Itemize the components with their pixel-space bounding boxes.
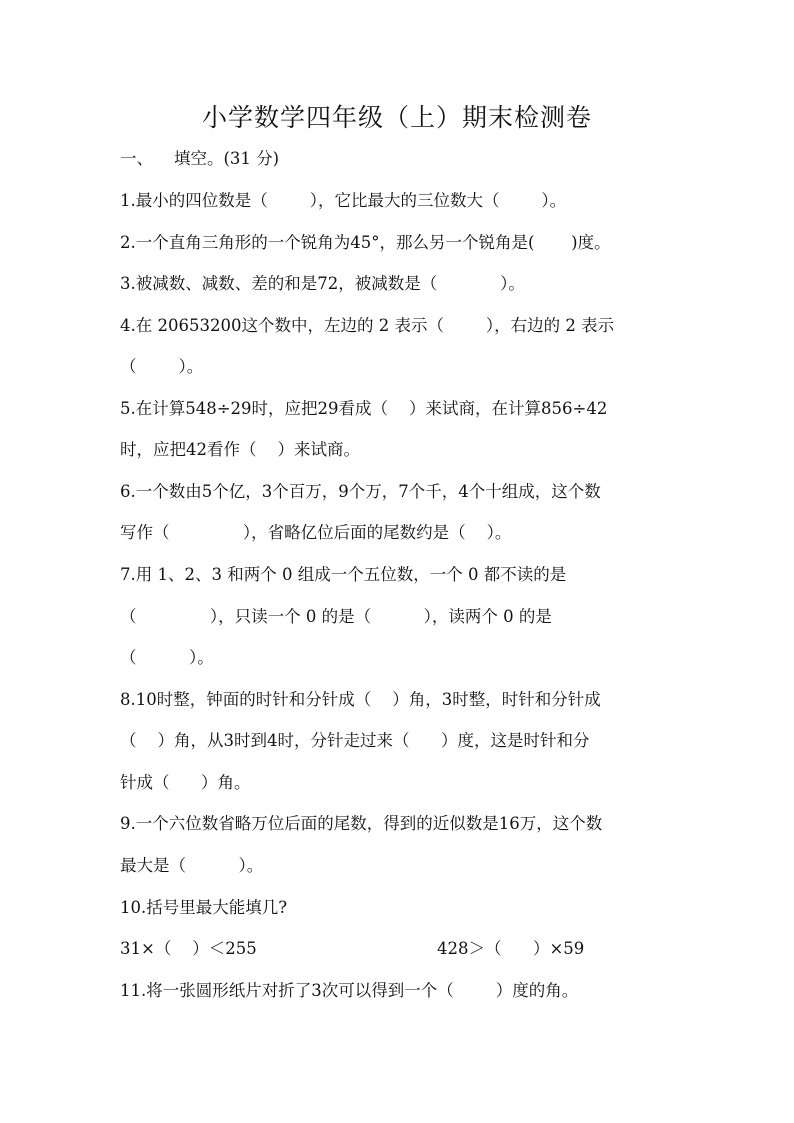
question-4-line-2: （ ）。 [120, 357, 204, 376]
question-8-line-1: 8.10时整，钟面的时针和分针成（ ）角，3时整，时针和分针成 [120, 690, 601, 709]
page-title: 小学数学四年级（上）期末检测卷 [201, 103, 592, 132]
question-8-line-2: （ ）角，从3时到4时，分针走过来（ ）度，这是时针和分 [120, 731, 590, 750]
question-5-line-2: 时，应把42看作（ ）来试商。 [120, 440, 360, 459]
question-7-line-2: （ ），只读一个 0 的是（ ），读两个 0 的是 [120, 607, 552, 626]
question-10-expression-2: 428＞（ ）×59 [437, 939, 585, 958]
question-8-line-3: 针成（ ）角。 [120, 773, 251, 792]
question-5-line-1: 5.在计算548÷29时，应把29看成（ ）来试商，在计算856÷42 [120, 399, 608, 418]
question-7-line-3: （ ）。 [120, 648, 214, 667]
question-1: 1.最小的四位数是（ ），它比最大的三位数大（ ）。 [120, 191, 567, 210]
question-3: 3.被减数、减数、差的和是72，被减数是（ ）。 [120, 274, 525, 293]
question-2: 2.一个直角三角形的一个锐角为45°，那么另一个锐角是( )度。 [120, 233, 611, 252]
question-10: 10.括号里最大能填几? [120, 898, 288, 917]
question-9-line-2: 最大是（ ）。 [120, 856, 264, 875]
question-9-line-1: 9.一个六位数省略万位后面的尾数，得到的近似数是16万，这个数 [120, 814, 603, 833]
question-6-line-1: 6.一个数由5个亿，3个百万，9个万，7个千，4个十组成，这个数 [120, 482, 601, 501]
question-11: 11.将一张圆形纸片对折了3次可以得到一个（ ）度的角。 [120, 981, 579, 1000]
question-7-line-1: 7.用 1、2、3 和两个 0 组成一个五位数，一个 0 都不读的是 [120, 565, 567, 584]
question-6-line-2: 写作（ ），省略亿位后面的尾数约是（ ）。 [120, 523, 512, 542]
question-4-line-1: 4.在 20653200这个数中，左边的 2 表示（ ），右边的 2 表示 [120, 316, 615, 335]
section-heading: 一、 填空。(31 分) [120, 149, 280, 168]
question-10-expression-1: 31×（ ）＜255 [120, 939, 257, 958]
